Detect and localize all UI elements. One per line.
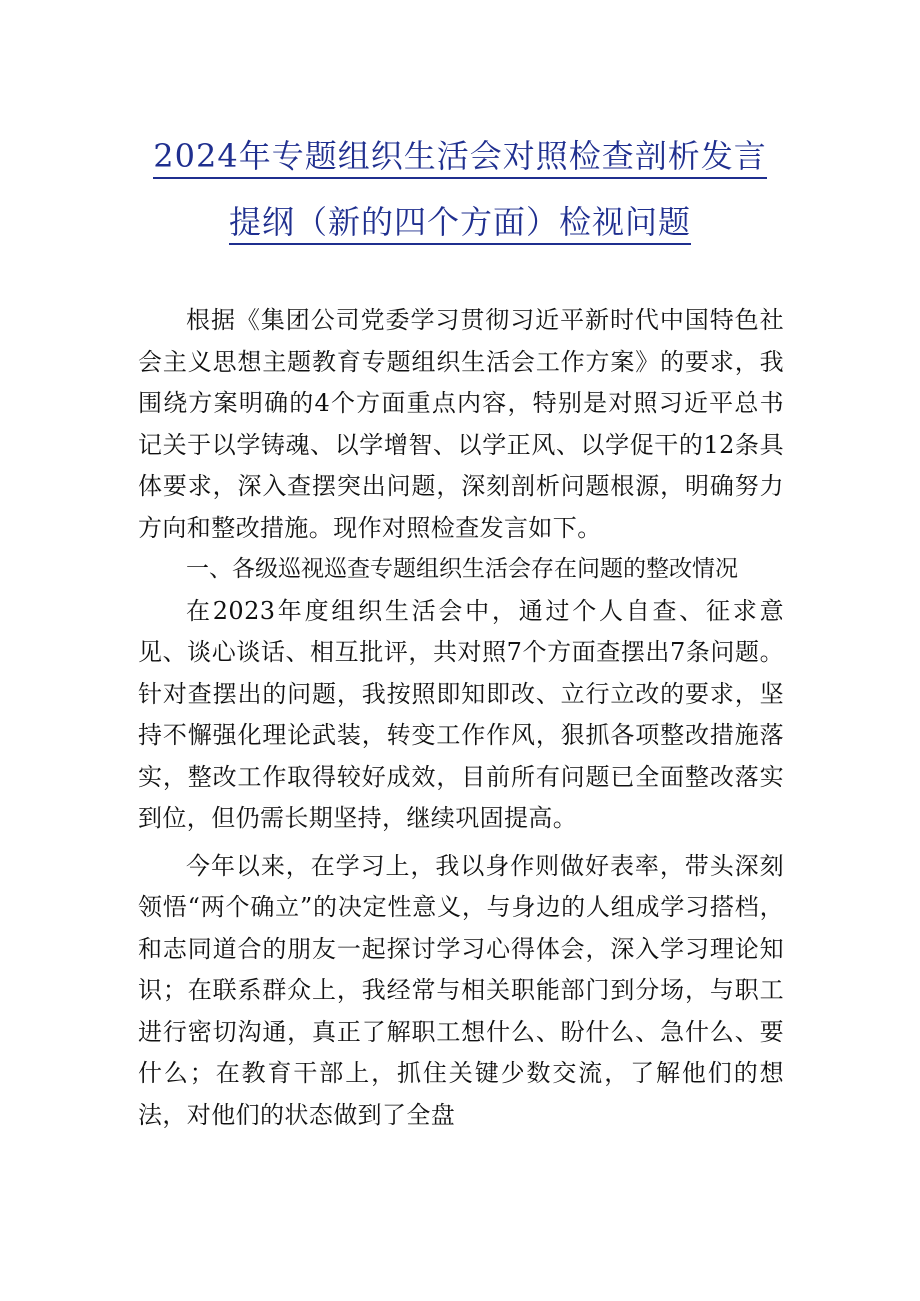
section-heading-1: 一、各级巡视巡查专题组织生活会存在问题的整改情况 (186, 556, 738, 582)
paragraph-rectification: 在2023年度组织生活会中，通过个人自查、征求意见、谈心谈话、相互批评，共对照7个方面查摆出7条问题。针对查摆出的问题，我按照即知即改、立行立改的要求，坚持不懈强化理论武装，转变工作作风，狠抓各项整改措施落实，整改工作取得较好成效，目前所有问题已全面整改落实到位，但仍需长期坚持，继续巩固提高。 (138, 596, 784, 832)
paragraph-intro: 根据《集团公司党委学习贯彻习近平新时代中国特色社会主义思想主题教育专题组织生活会工作方案》的要求，我围绕方案明确的4个方面重点内容，特别是对照习近平总书记关于以学铸魂、以学增智、以学正风、以学促干的12条具体要求，深入查摆突出问题，深刻剖析问题根源，明确努力方向和整改措施。现作对照检查发言如下。 (138, 306, 784, 542)
document-title-line-1 (0, 136, 920, 176)
title-line-2-text: 提纲（新的四个方面）检视问题 (229, 203, 691, 245)
document-title-line-2 (0, 202, 920, 242)
paragraph-this-year: 今年以来，在学习上，我以身作则做好表率，带头深刻领悟“两个确立”的决定性意义，与身边的人组成学习搭档，和志同道合的朋友一起探讨学习心得体会，深入学习理论知识；在联系群众上，我经常与相关职能部门到分场，与职工进行密切沟通，真正了解职工想什么、盼什么、急什么、要什么；在教育干部上，抓住关键少数交流，了解他们的想法，对他们的状态做到了全盘 (138, 851, 784, 1129)
document-body (138, 300, 784, 1136)
title-line-1-text: 2024年专题组织生活会对照检查剖析发言 (153, 137, 766, 179)
